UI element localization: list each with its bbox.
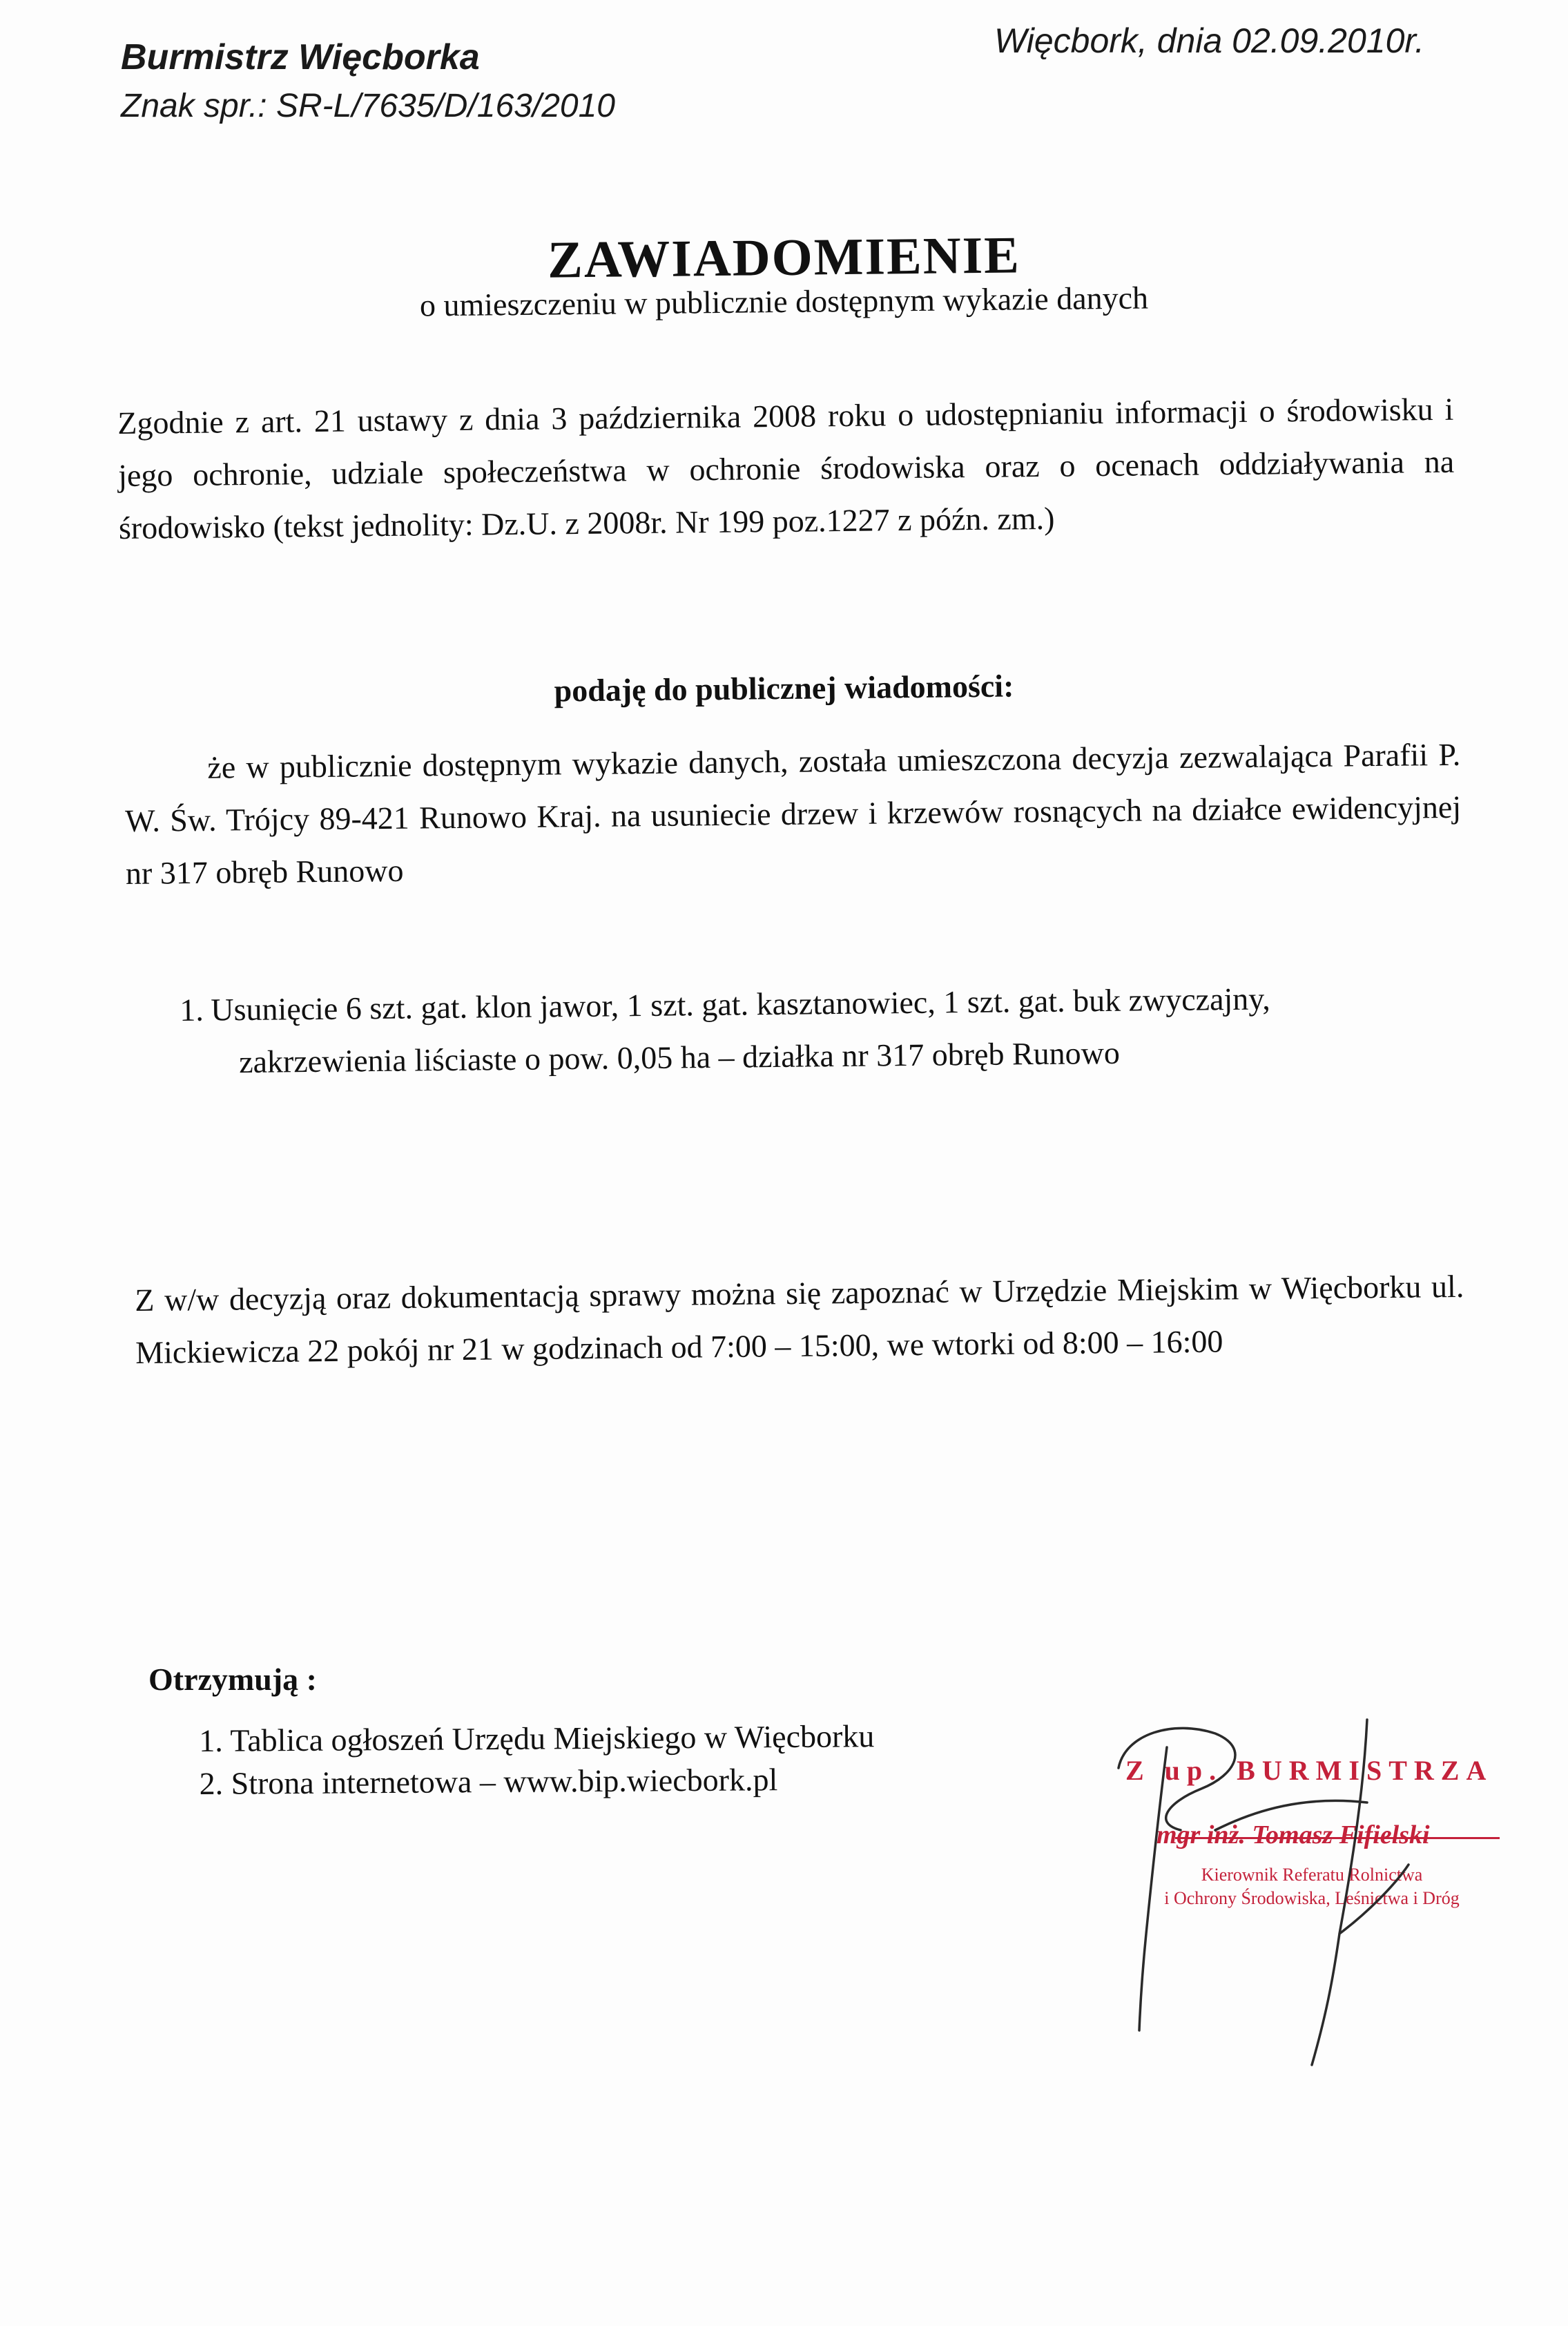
stamp-line-1: Z up. BURMISTRZA — [1125, 1755, 1493, 1786]
stamp-line-3: Kierownik Referatu Rolnictwa — [1201, 1865, 1423, 1885]
office-hours-paragraph: Z w/w decyzją oraz dokumentacją sprawy można się zapoznać w Urzędzie Miejskim w Więcborku ul. Mickiewicza 22 pokój nr 21 w godzinach od 7:00 – 15:00, we wtorki od 8:00 – 16:00 — [135, 1268, 1464, 1370]
announcement-lead: podaję do publicznej wiadomości: — [554, 668, 1014, 709]
decision-item-1 — [180, 971, 1464, 1089]
document-header-left — [121, 33, 742, 131]
list-item-text-line1: Usunięcie 6 szt. gat. klon jawor, 1 szt. gat. kasztanowiec, 1 szt. gat. buk zwyczajny, — [211, 981, 1271, 1028]
recipients-heading: Otrzymują : — [148, 1662, 317, 1697]
stamp-line-4: i Ochrony Środowiska, Leśnictwa i Dróg — [1164, 1888, 1460, 1908]
recipient-item: 2. Strona internetowa – www.bip.wiecbork.pl — [199, 1762, 778, 1801]
decision-paragraph: że w publicznie dostępnym wykazie danych, została umieszczona decyzja zezwalająca Parafii P. W. Św. Trójcy 89-421 Runowo Kraj. na usuniecie drzew i krzewów rosnących na działce ewidencyjnej nr 317 obręb Runowo — [124, 736, 1462, 891]
document-title: ZAWIADOMIENIE — [547, 226, 1021, 289]
legal-basis-paragraph: Zgodnie z art. 21 ustawy z dnia 3 października 2008 roku o udostępnianiu informacji o środowisku i jego ochronie, udziale społeczeństwa w ochronie środowiska oraz o ocenach oddziaływania na środowisko (tekst jednolity: Dz.U. z 2008r. Nr 199 poz.1227 z późn. zm.) — [117, 391, 1455, 546]
place-and-date: Więcbork, dnia 02.09.2010r. — [994, 21, 1425, 60]
stamp-line-2: mgr inż. Tomasz Fifielski — [1156, 1820, 1430, 1849]
recipients-list — [199, 1715, 875, 1805]
issuer-name: Burmistrz Więcborka — [121, 37, 480, 77]
case-reference: Znak spr.: SR-L/7635/D/163/2010 — [121, 88, 615, 124]
handwritten-signature — [1077, 1706, 1505, 2106]
recipient-item: 1. Tablica ogłoszeń Urzędu Miejskiego w Więcborku — [199, 1718, 875, 1758]
document-subtitle: o umieszczeniu w publicznie dostępnym wykazie danych — [419, 280, 1149, 323]
list-item-text-line2: zakrzewienia liściaste o pow. 0,05 ha – działka nr 317 obręb Runowo — [238, 1035, 1121, 1080]
list-item-number: 1. — [180, 992, 204, 1028]
